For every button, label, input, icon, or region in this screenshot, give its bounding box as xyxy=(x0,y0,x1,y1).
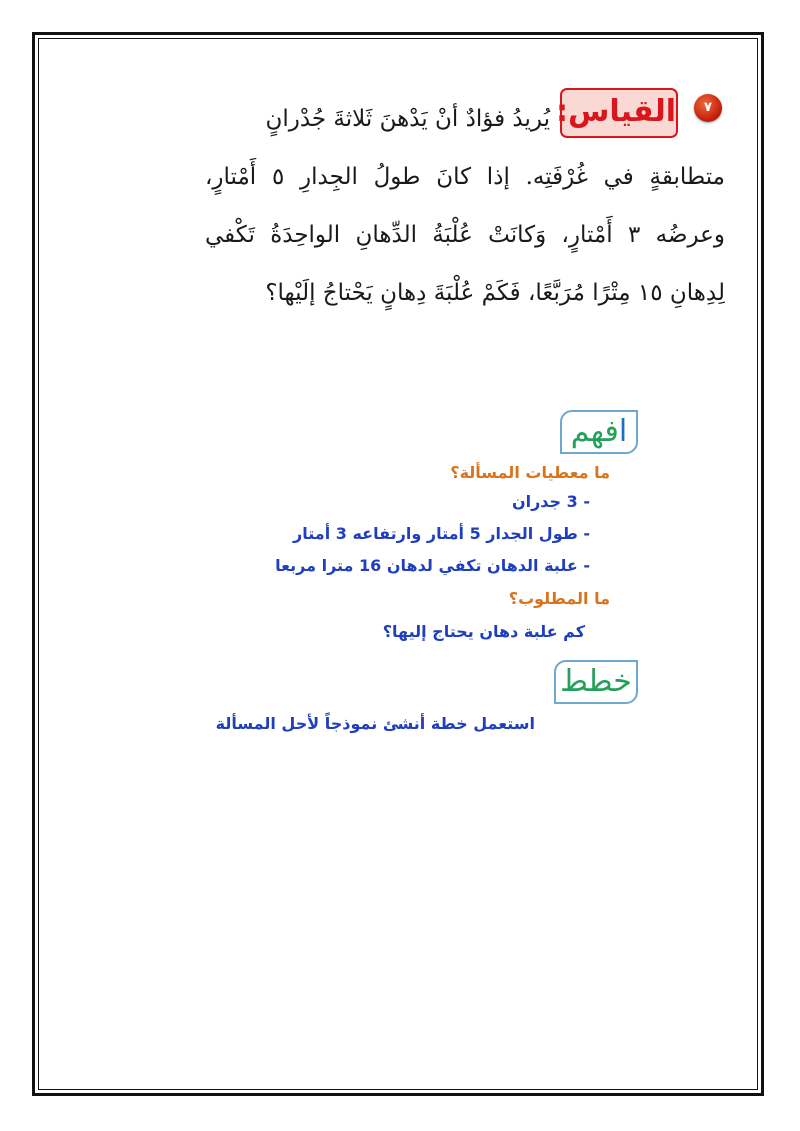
required-question: ما المطلوب؟ xyxy=(508,589,610,608)
given-item-3: - علبة الدهان تكفي لدهان 16 مترا مربعا xyxy=(275,556,590,575)
plan-step-label: خطط xyxy=(554,660,638,704)
problem-first-line: يُريدُ فؤادٌ أنْ يَدْهنَ ثَلاثةَ جُدْرانٍ xyxy=(265,106,550,132)
understand-label-rest: فهم xyxy=(570,414,619,449)
plan-text: استعمل خطة أنشئ نموذجاً لأحل المسألة xyxy=(215,714,535,733)
givens-question: ما معطيات المسألة؟ xyxy=(450,463,610,482)
understand-label-alef: ا xyxy=(618,414,628,449)
problem-rest: متطابقةٍ في غُرْفَتِه. إذا كانَ طولُ الجِدارِ ٥ أَمْتارٍ، وعرضُه ٣ أَمْتارٍ، وَكانَتْ عُلْبَةُ الدِّهانِ الواحِدَةُ تَكْفي لِدِهانِ ١٥ مِتْرًا مُرَبَّعًا، فَكَمْ عُلْبَةَ دِهانٍ يَحْتاجُ إلَيْها؟ xyxy=(205,164,726,306)
problem-number-badge: ٧ xyxy=(694,94,722,122)
understand-step-label xyxy=(560,410,638,454)
topic-label: القياس: xyxy=(560,88,678,138)
required-answer: كم علبة دهان يحتاج إليها؟ xyxy=(382,622,585,641)
given-item-1: - 3 جدران xyxy=(511,492,590,511)
given-item-2: - طول الجدار 5 أمتار وارتفاعه 3 أمتار xyxy=(293,524,590,543)
